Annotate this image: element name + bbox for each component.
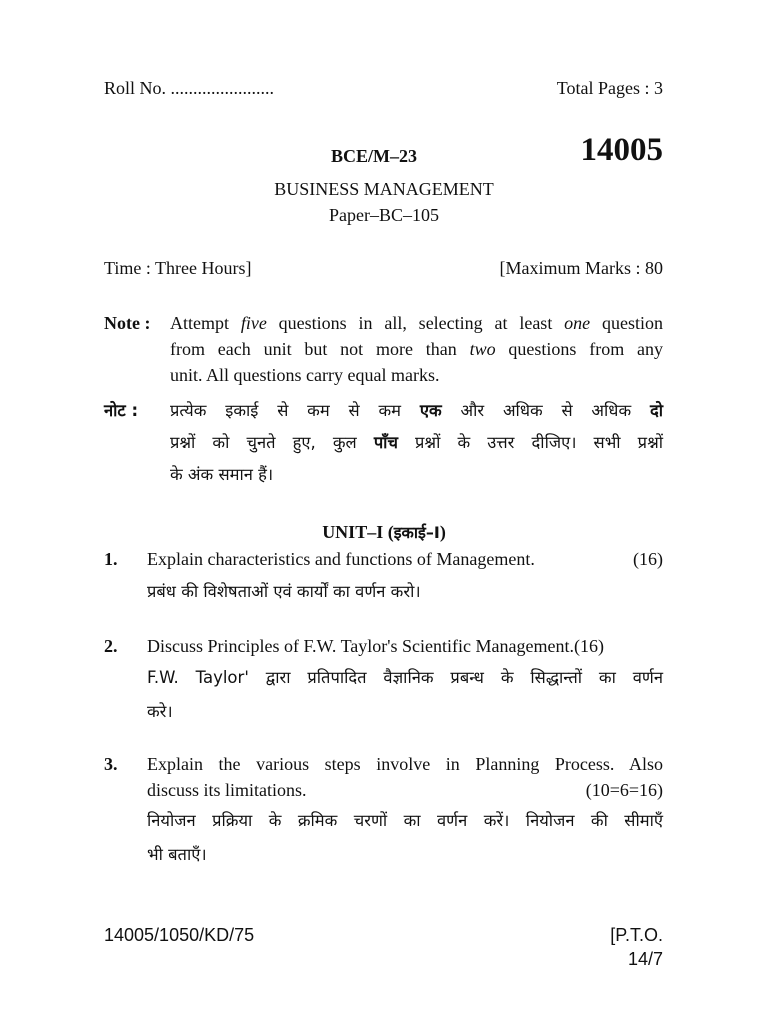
question-2-hindi-line-2: करे। — [147, 702, 173, 721]
question-3-hindi-line-2: भी बताएँ। — [147, 845, 207, 864]
note-hindi-line-2: प्रश्नों को चुनते हुए, कुल पाँच प्रश्नों के उत्तर दीजिए। सभी प्रश्नों — [170, 433, 664, 452]
question-3-hindi-line-1: नियोजन प्रक्रिया के क्रमिक चरणों का वर्णन करें। नियोजन की सीमाएँ — [147, 811, 663, 830]
question-1-text: Explain characteristics and functions of Management. (16) — [147, 549, 663, 569]
question-marks: (10=6=16) — [585, 780, 663, 800]
footer-code: 14005/1050/KD/75 — [104, 925, 255, 945]
question-1-hindi: प्रबंध की विशेषताओं एवं कार्यों का वर्णन करो। — [147, 582, 421, 601]
note-hindi-label: नोट : — [104, 401, 139, 420]
total-pages: Total Pages : 3 — [556, 78, 663, 98]
note-label: Note : — [104, 313, 151, 333]
note-line-3: unit. All questions carry equal marks. — [170, 365, 440, 385]
question-number: 1. — [104, 549, 118, 569]
subject-title: BUSINESS MANAGEMENT — [274, 179, 494, 199]
footer-page: 14/7 — [627, 949, 663, 969]
question-3-text-line-2: discuss its limitations. (10=6=16) — [147, 780, 663, 800]
question-2-text: Discuss Principles of F.W. Taylor's Scientific Management.(16) — [147, 636, 604, 656]
roll-no: Roll No. ....................... — [104, 78, 275, 98]
question-number: 2. — [104, 636, 118, 656]
question-3-text-line-1: Explain the various steps involve in Planning Process. Also — [147, 754, 663, 774]
unit-heading: UNIT–I (इकाई–I) — [322, 522, 446, 542]
note-hindi-line-1: प्रत्येक इकाई से कम से कम एक और अधिक से अधिक दो — [170, 401, 664, 420]
header-top-row — [104, 78, 663, 99]
question-marks: (16) — [633, 549, 663, 569]
maximum-marks: [Maximum Marks : 80 — [499, 258, 663, 278]
paper-number: 14005 — [580, 132, 663, 168]
note-hindi-line-3: के अंक समान हैं। — [170, 465, 274, 484]
paper-title: Paper–BC–105 — [329, 205, 439, 225]
note-line-1: Attempt five questions in all, selecting at least one question — [170, 313, 664, 333]
time-allowed: Time : Three Hours] — [104, 258, 252, 278]
time-marks-row — [104, 258, 663, 279]
note-line-2: from each unit but not more than two questions from any — [170, 339, 664, 359]
question-number: 3. — [104, 754, 118, 774]
question-2-hindi-line-1: F.W. Taylor' द्वारा प्रतिपादित वैज्ञानिक प्रबन्ध के सिद्धान्तों का वर्णन — [147, 668, 663, 687]
footer-row — [104, 925, 663, 946]
footer-pto: [P.T.O. — [610, 925, 663, 945]
paper-code: BCE/M–23 — [331, 146, 418, 166]
